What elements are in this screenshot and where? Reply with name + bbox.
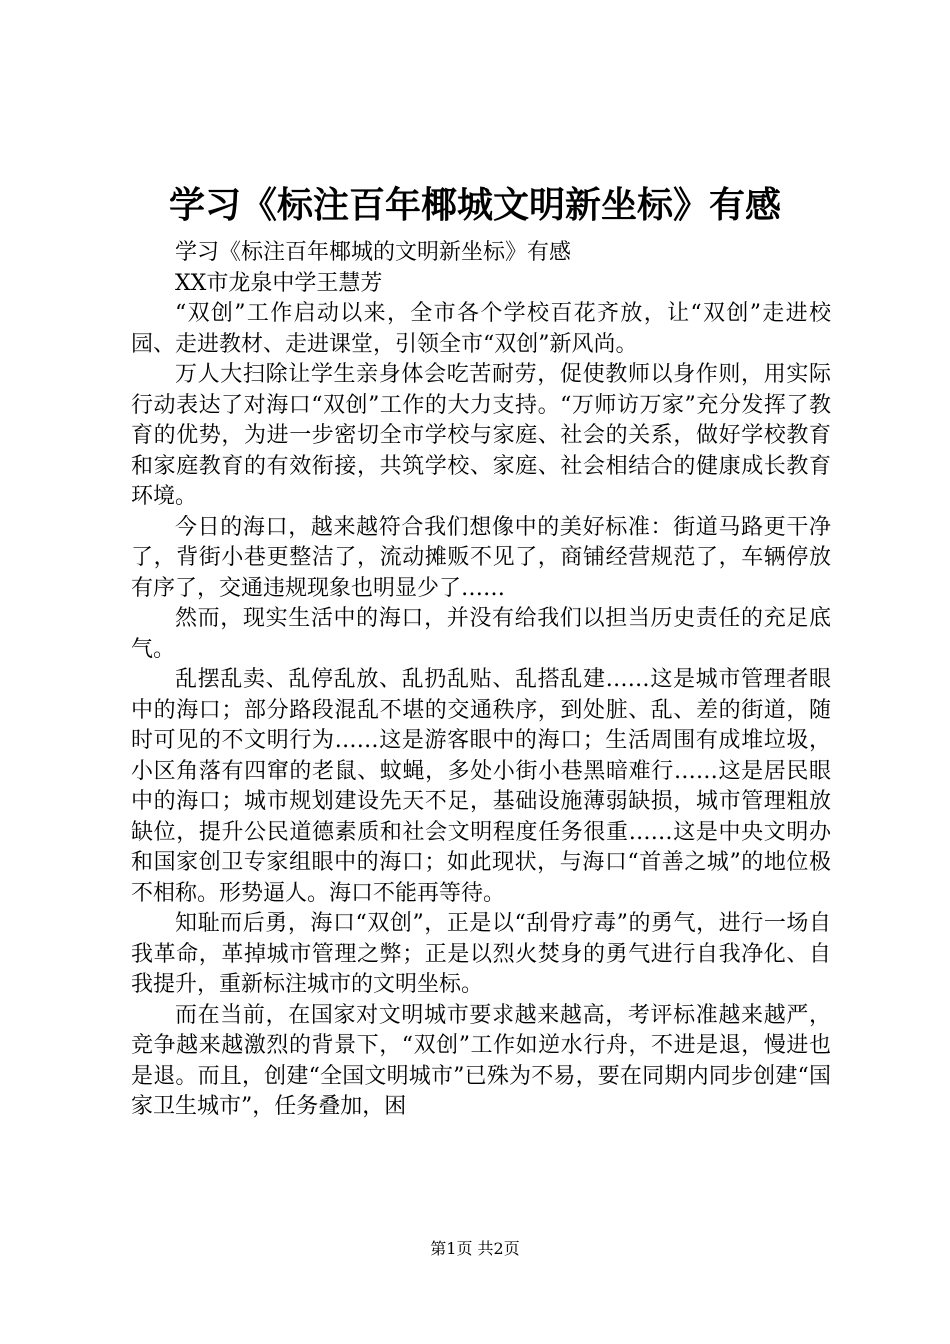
subtitle-line: 学习《标注百年椰城的文明新坐标》有感: [175, 240, 572, 265]
document-body: [131, 238, 831, 1123]
author-line: XX市龙泉中学王慧芳: [175, 270, 383, 296]
document-title: 学习《标注百年椰城文明新坐标》有感: [168, 184, 781, 226]
page-footer: 第1页 共2页: [430, 1239, 520, 1258]
paragraph: 今日的海口，越来越符合我们想像中的美好标准：街道马路更干净了，背街小巷更整洁了，流动摊贩不见了，商铺经营规范了，车辆停放有序了，交通违规现象也明显少了……: [131, 514, 831, 601]
paragraph: 乱摆乱卖、乱停乱放、乱扔乱贴、乱搭乱建……这是城市管理者眼中的海口；部分路段混乱不堪的交通秩序，到处脏、乱、差的街道，随时可见的不文明行为……这是游客眼中的海口；生活周围有成堆垃圾，小区角落有四窜的老鼠、蚊蝇，多处小街小巷黑暗难行……这是居民眼中的海口；城市规划建设先天不足，基础设施薄弱缺损，城市管理粗放缺位，提升公民道德素质和社会文明程度任务很重……这是中央文明办和国家创卫专家组眼中的海口；如此现状，与海口“首善之城”的地位极不相称。形势逼人。海口不能再等待。: [131, 667, 831, 906]
paragraph: 而在当前，在国家对文明城市要求越来越高，考评标准越来越严，竞争越来越激烈的背景下，“双创”工作如逆水行舟，不进是退，慢进也是退。而且，创建“全国文明城市”已殊为不易，要在同期内同步创建“国家卫生城市”，任务叠加，困: [131, 1002, 831, 1119]
paragraph: “双创”工作启动以来，全市各个学校百花齐放，让“双创”走进校园、走进教材、走进课堂，引领全市“双创”新风尚。: [131, 301, 831, 357]
paragraph: 知耻而后勇，海口“双创”，正是以“刮骨疗毒”的勇气，进行一场自我革命，革掉城市管理之弊；正是以烈火焚身的勇气进行自我净化、自我提升，重新标注城市的文明坐标。: [131, 911, 831, 997]
paragraph: 万人大扫除让学生亲身体会吃苦耐劳，促使教师以身作则，用实际行动表达了对海口“双创”工作的大力支持。“万师访万家”充分发挥了教育的优势，为进一步密切全市学校与家庭、社会的关系，做好学校教育和家庭教育的有效衔接，共筑学校、家庭、社会相结合的健康成长教育环境。: [131, 362, 831, 509]
paragraph: 然而，现实生活中的海口，并没有给我们以担当历史责任的充足底气。: [131, 606, 831, 662]
